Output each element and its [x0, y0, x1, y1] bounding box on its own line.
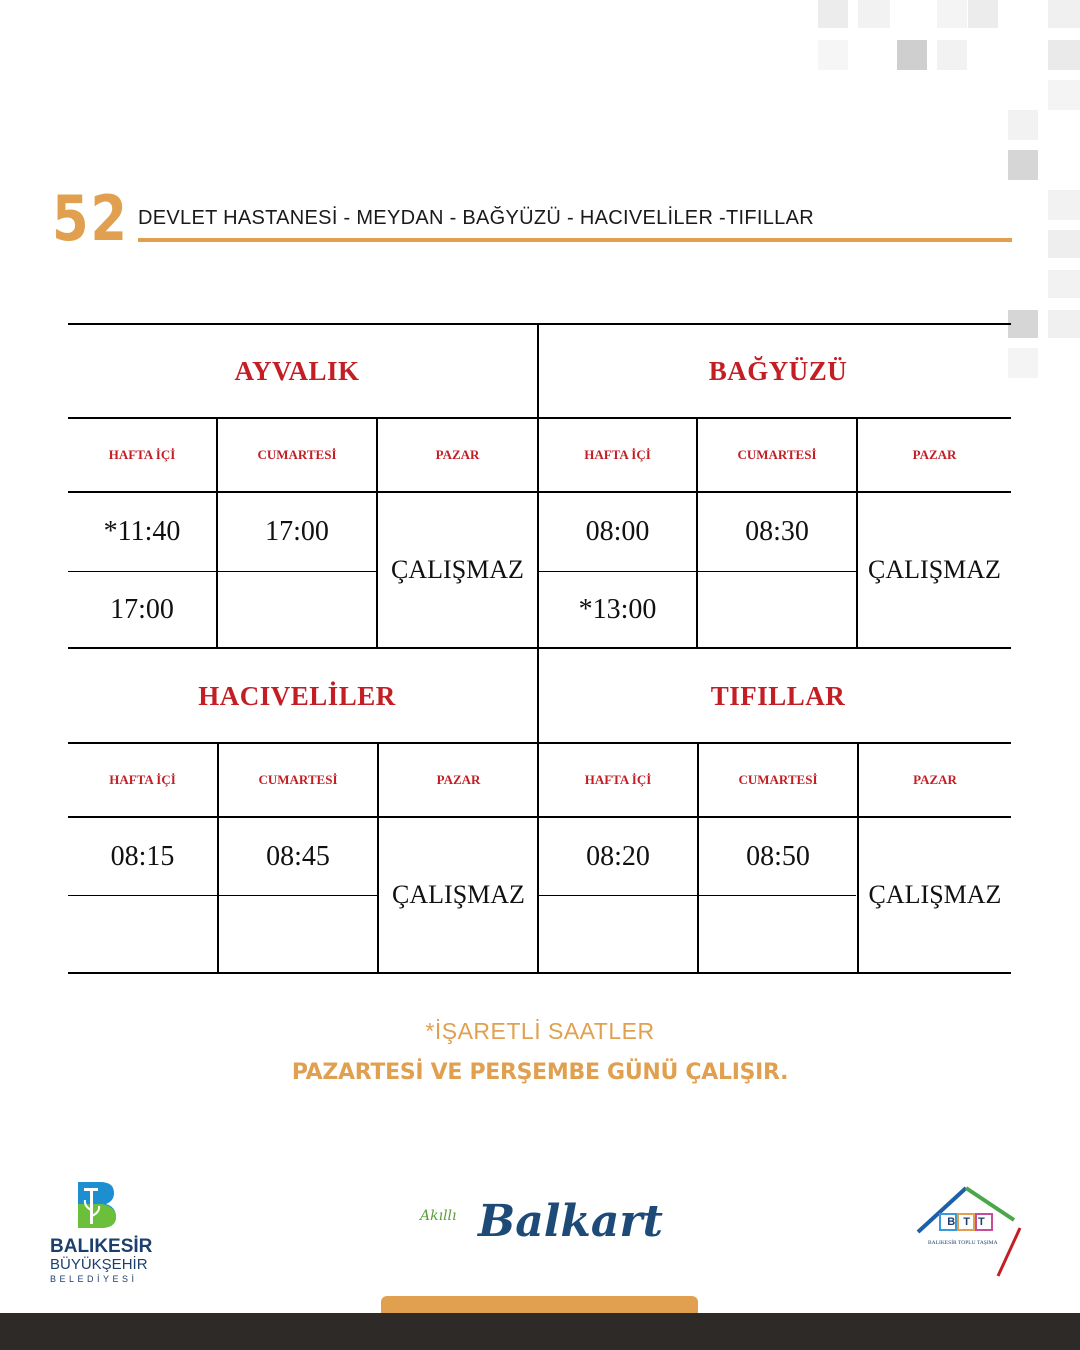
- day-header-sunday: PAZAR: [912, 447, 957, 462]
- balkart-logo: [420, 1196, 670, 1266]
- day-header-weekday: HAFTA İÇİ: [584, 772, 652, 787]
- day-header-weekday: HAFTA İÇİ: [108, 447, 176, 462]
- balkart-big-text: Balkart: [478, 1196, 663, 1247]
- btt-name: BALIKESİR TOPLU TAŞIMA: [928, 1240, 998, 1246]
- schedule-table: [68, 323, 1011, 974]
- footer-bar: [0, 1313, 1080, 1350]
- stop-title-bagyuzu: BAĞYÜZÜ: [708, 356, 848, 386]
- time-cell: 08:15: [110, 841, 175, 872]
- municipality-name-line3: BELEDİYESİ: [50, 1274, 138, 1284]
- time-cell: *11:40: [103, 516, 181, 547]
- marked-times-note: *İŞARETLİ SAATLER: [425, 1018, 655, 1044]
- time-cell-not-operating: ÇALIŞMAZ: [392, 880, 525, 909]
- header-divider: [138, 238, 1012, 242]
- btt-roof-icon: [912, 1180, 1024, 1280]
- time-cell: *13:00: [578, 594, 657, 625]
- time-cell-not-operating: ÇALIŞMAZ: [391, 555, 524, 584]
- day-header-saturday: CUMARTESİ: [738, 772, 818, 787]
- route-title: DEVLET HASTANESİ - MEYDAN - BAĞYÜZÜ - HACIVELİLER -TIFILLAR: [138, 207, 814, 229]
- btt-logo: [912, 1180, 1024, 1280]
- day-header-saturday: CUMARTESİ: [257, 447, 337, 462]
- day-header-sunday: PAZAR: [913, 772, 957, 787]
- municipality-emblem-icon: [76, 1180, 118, 1230]
- time-cell: 08:50: [746, 841, 810, 872]
- time-cell: 08:45: [266, 841, 330, 872]
- stop-title-ayvalik: AYVALIK: [234, 356, 360, 386]
- stop-title-tifillar: TIFILLAR: [710, 681, 846, 711]
- operating-days-note: PAZARTESİ VE PERŞEMBE GÜNÜ ÇALIŞIR.: [291, 1060, 789, 1085]
- time-cell: 08:30: [745, 516, 809, 547]
- time-cell: 17:00: [110, 594, 174, 625]
- route-number: 52: [52, 182, 129, 255]
- day-header-sunday: PAZAR: [436, 772, 481, 787]
- municipality-name-line2: BÜYÜKŞEHİR: [50, 1256, 148, 1273]
- time-cell: 08:00: [585, 516, 650, 547]
- time-cell: 08:20: [586, 841, 650, 872]
- stop-title-haciveliler: HACIVELİLER: [198, 681, 396, 711]
- day-header-sunday: PAZAR: [435, 447, 480, 462]
- btt-abbr: BTT: [947, 1216, 993, 1228]
- time-cell-not-operating: ÇALIŞMAZ: [868, 555, 1001, 584]
- time-cell-not-operating: ÇALIŞMAZ: [868, 880, 1002, 909]
- day-header-saturday: CUMARTESİ: [737, 447, 817, 462]
- day-header-weekday: HAFTA İÇİ: [584, 447, 651, 462]
- time-cell: 17:00: [265, 516, 329, 547]
- balkart-small-text: Akıllı: [420, 1208, 457, 1224]
- municipality-logo: [50, 1180, 160, 1285]
- day-header-saturday: CUMARTESİ: [258, 772, 338, 787]
- municipality-name-line1: BALIKESİR: [50, 1236, 153, 1257]
- day-header-weekday: HAFTA İÇİ: [109, 772, 176, 787]
